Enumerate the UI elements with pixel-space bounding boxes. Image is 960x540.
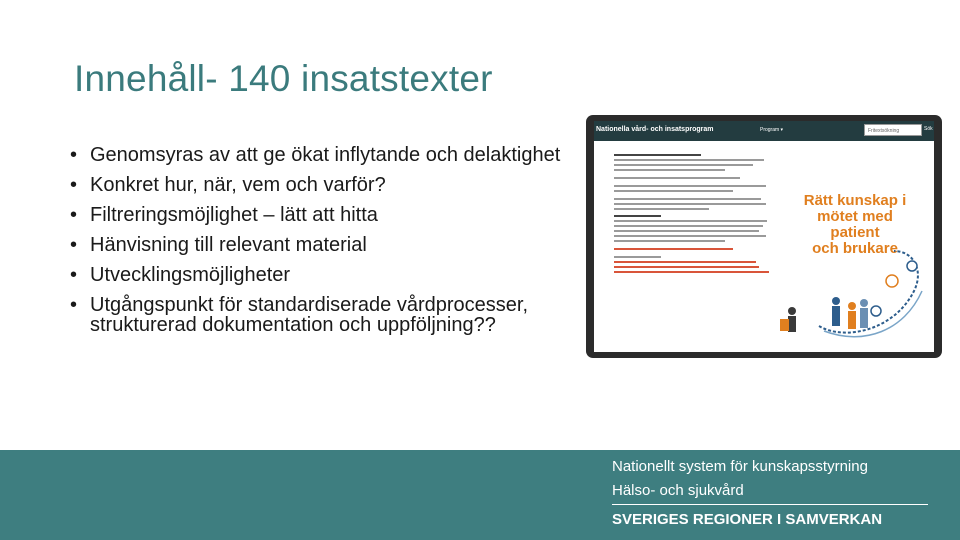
bullet-item: [70, 235, 570, 255]
promo-heading: Rätt kunskap i mötet med patient och brukare: [803, 192, 907, 257]
slide-title: Innehåll- 140 insatstexter: [74, 58, 493, 99]
screenshot-body-text: [614, 149, 772, 276]
bullet-item: [70, 205, 570, 225]
bullet-text: Konkret hur, när, vem och varför?: [90, 174, 386, 196]
bullet-dot: •: [70, 144, 78, 166]
bullet-text: Utgångspunkt för standardiserade vårdprocesser, strukturerad dokumentation och uppföljning??: [90, 294, 529, 336]
screenshot-search-button: Sök: [924, 126, 933, 132]
footer-line2: Hälso- och sjukvård: [612, 482, 744, 499]
footer-divider: [612, 504, 928, 505]
bullet-dot: •: [70, 264, 78, 286]
screenshot-promo-banner: [774, 141, 934, 352]
footer-line3: SVERIGES REGIONER I SAMVERKAN: [612, 511, 883, 528]
bullet-item: [70, 295, 570, 335]
screenshot-program-menu: Program ▾: [760, 127, 784, 133]
bullet-text: Hänvisning till relevant material: [90, 234, 367, 256]
screenshot-screen: [594, 121, 934, 352]
bullet-text: Genomsyras av att ge ökat inflytande och delaktighet: [90, 144, 561, 166]
bullet-list: [70, 145, 570, 345]
website-screenshot: [586, 115, 942, 358]
screenshot-search-field: Fritextsökning: [864, 124, 922, 136]
bullet-dot: •: [70, 174, 78, 196]
people-illustration: [774, 141, 934, 351]
footer-bar: [0, 450, 960, 540]
bullet-item: [70, 175, 570, 195]
bullet-item: [70, 265, 570, 285]
bullet-dot: •: [70, 204, 78, 226]
footer-line1: Nationellt system för kunskapsstyrning: [612, 458, 868, 475]
screenshot-navbar: [594, 121, 934, 141]
bullet-item: [70, 145, 570, 165]
screenshot-site-title: Nationella vård- och insatsprogram: [596, 126, 714, 133]
bullet-text: Filtreringsmöjlighet – lätt att hitta: [90, 204, 378, 226]
bullet-dot: •: [70, 294, 78, 316]
bullet-dot: •: [70, 234, 78, 256]
bullet-text: Utvecklingsmöjligheter: [90, 264, 291, 286]
